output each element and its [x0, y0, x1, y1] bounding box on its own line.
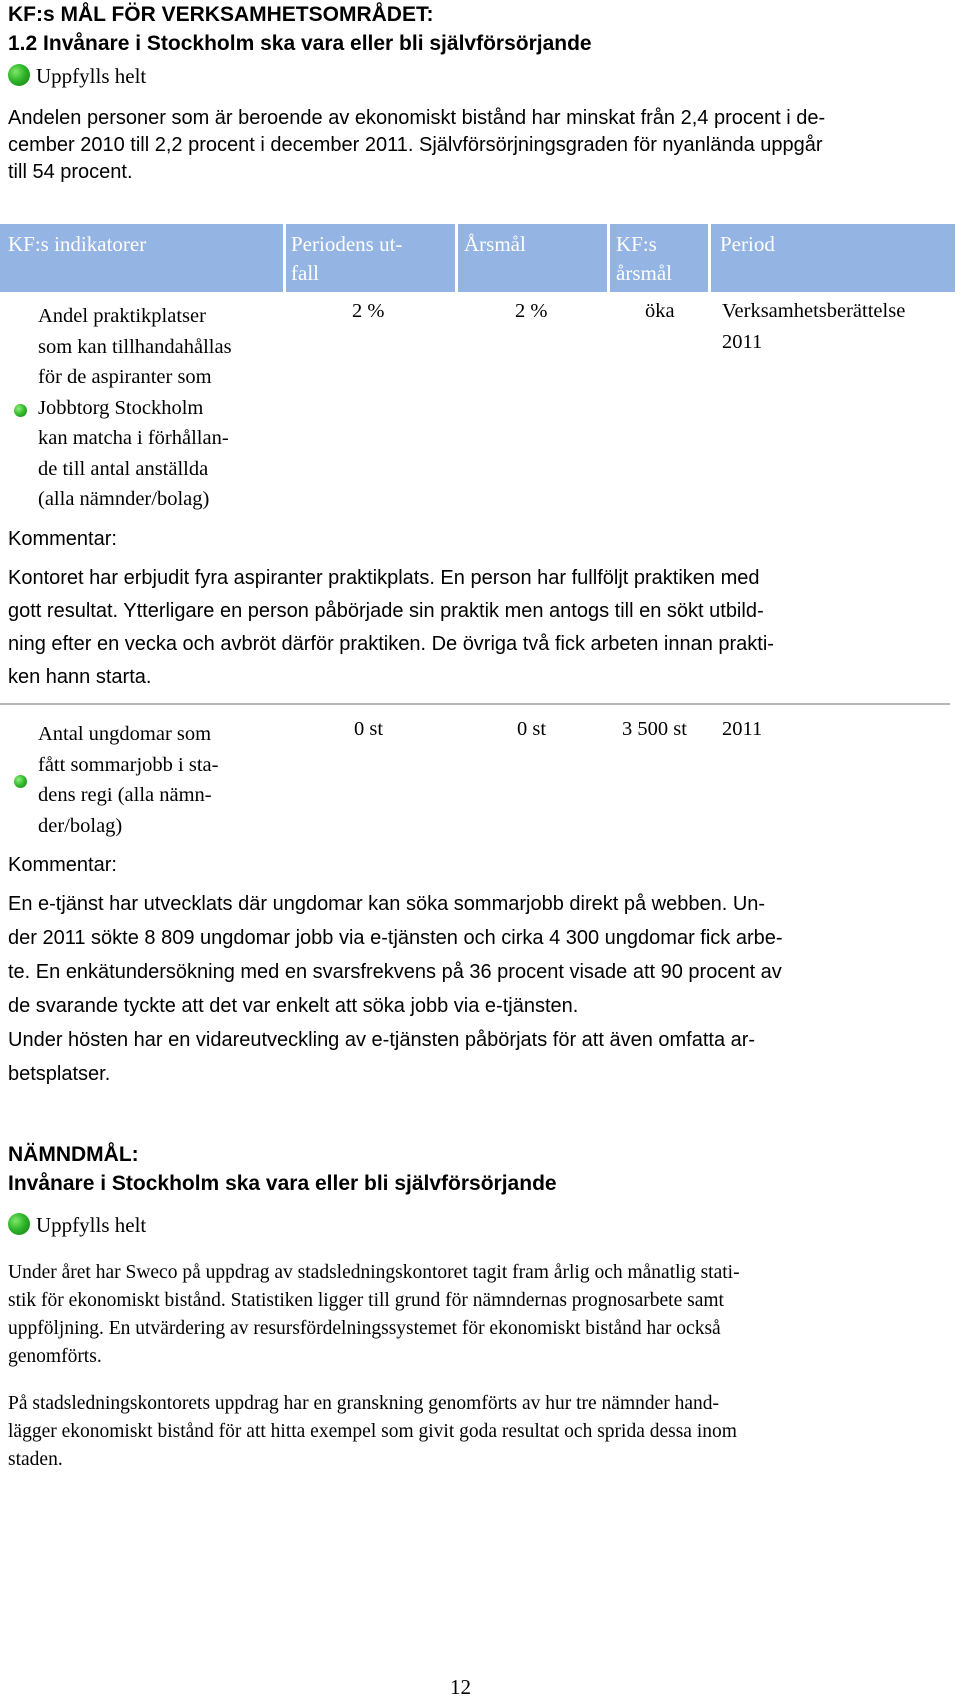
green-circle-icon: [8, 1213, 30, 1235]
kf-goal-text-line: till 54 procent.: [8, 161, 133, 183]
row2-outcome: 0 st: [354, 718, 384, 740]
board-goal-paragraph-2: [8, 1390, 953, 1474]
row1-comment: [8, 562, 953, 694]
board-goal-status-label: Uppfylls helt: [36, 1213, 147, 1237]
board-goal-paragraph-1: [8, 1259, 953, 1371]
row1-period: [722, 296, 905, 357]
header-divider: [708, 224, 711, 292]
row2-comment-line: En e-tjänst har utvecklats där ungdomar kan söka sommarjobb direkt på webben. Un-: [8, 893, 766, 915]
board-goal-heading: [8, 1140, 557, 1198]
row1-kf-target: öka: [645, 300, 675, 322]
header-divider: [283, 224, 286, 292]
row1-target: 2 %: [515, 300, 548, 322]
row1-indicator-line: (alla nämnder/bolag): [38, 488, 210, 510]
col-header-target: Årsmål: [464, 232, 526, 256]
board-goal-paragraph-line: staden.: [8, 1449, 63, 1470]
col-header-kf-target: [616, 230, 672, 288]
row1-period-line: 2011: [722, 330, 763, 353]
row2-kf-target: 3 500 st: [622, 718, 687, 740]
board-goal-paragraph-line: stik för ekonomiskt bistånd. Statistiken ligger till grund för nämndernas prognosarbete samt: [8, 1290, 724, 1311]
board-goal-paragraph-line: lägger ekonomiskt bistånd för att hitta exempel som givit goda resultat och sprida dessa inom: [8, 1421, 737, 1442]
row-divider: [0, 703, 950, 705]
kf-goal-text: [8, 105, 953, 186]
header-divider: [455, 224, 458, 292]
col-header-outcome-line2: fall: [291, 261, 319, 285]
kf-goal-text-line: Andelen personer som är beroende av ekonomiskt bistånd har minskat från 2,4 procent i de-: [8, 107, 826, 129]
kf-goal-heading: [8, 0, 592, 58]
kf-goal-heading-line2: 1.2 Invånare i Stockholm ska vara eller bli självförsörjande: [8, 32, 592, 55]
row1-comment-line: Kontoret har erbjudit fyra aspiranter praktikplats. En person har fullföljt praktiken med: [8, 567, 760, 589]
row1-comment-label: Kommentar:: [8, 528, 117, 550]
indicator-table-header: [0, 224, 955, 292]
col-header-outcome: [291, 230, 402, 288]
row2-indicator-line: dens regi (alla nämn-: [38, 784, 212, 806]
col-header-period: Period: [720, 232, 775, 256]
kf-goal-status-label: Uppfylls helt: [36, 64, 147, 88]
board-goal-paragraph-line: genomförts.: [8, 1346, 102, 1367]
row1-comment-line: gott resultat. Ytterligare en person påbörjade sin praktik men antogs till en sökt utbild-: [8, 600, 764, 622]
col-header-indicator: KF:s indikatorer: [8, 232, 147, 256]
row1-indicator-line: Andel praktikplatser: [38, 305, 206, 327]
row2-comment-line: te. En enkätundersökning med en svarsfrekvens på 36 procent visade att 90 procent av: [8, 961, 782, 983]
row1-indicator-line: de till antal anställda: [38, 457, 209, 480]
header-divider: [607, 224, 610, 292]
green-circle-icon: [14, 775, 27, 788]
row2-comment-line: de svarande tyckte att det var enkelt att söka jobb via e-tjänsten.: [8, 995, 579, 1017]
board-goal-heading-line1: NÄMNDMÅL:: [8, 1143, 139, 1166]
row2-indicator-line: fått sommarjobb i sta-: [38, 753, 219, 776]
row2-comment-line: betsplatser.: [8, 1063, 111, 1085]
green-circle-icon: [8, 64, 30, 86]
page-number: 12: [450, 1675, 471, 1699]
row2-comment-line: der 2011 sökte 8 809 ungdomar jobb via e-tjänsten och cirka 4 300 ungdomar fick arbe-: [8, 927, 783, 949]
board-goal-paragraph-line: Under året har Sweco på uppdrag av stadsledningskontoret tagit fram årlig och månatlig stati-: [8, 1262, 740, 1283]
col-header-kf-target-line1: KF:s: [616, 232, 657, 256]
row1-indicator-line: Jobbtorg Stockholm: [38, 396, 204, 419]
board-goal-paragraph-line: På stadsledningskontorets uppdrag har en granskning genomförts av hur tre nämnder hand-: [8, 1393, 720, 1414]
row1-period-line: Verksamhetsberättelse: [722, 300, 906, 322]
row2-target: 0 st: [517, 718, 547, 740]
green-circle-icon: [14, 404, 27, 417]
board-goal-paragraph-line: uppföljning. En utvärdering av resursfördelningssystemet för ekonomiskt bistånd har också: [8, 1318, 721, 1339]
col-header-kf-target-line2: årsmål: [616, 261, 672, 285]
kf-goal-text-line: cember 2010 till 2,2 procent i december 2011. Självförsörjningsgraden för nyanlända uppgår: [8, 134, 823, 156]
row2-indicator: [38, 719, 278, 841]
row1-comment-line: ning efter en vecka och avbröt därför praktiken. De övriga två fick arbeten innan prakti-: [8, 633, 774, 655]
row2-comment: [8, 887, 953, 1091]
row2-comment-label: Kommentar:: [8, 854, 117, 876]
board-goal-status: [8, 1209, 146, 1238]
kf-goal-heading-line1: KF:s MÅL FÖR VERKSAMHETSOMRÅDET:: [8, 3, 434, 26]
row2-indicator-line: der/bolag): [38, 814, 123, 837]
row1-indicator-line: som kan tillhandahållas: [38, 335, 232, 358]
row1-indicator: [38, 301, 278, 515]
row1-indicator-line: för de aspiranter som: [38, 366, 212, 388]
row1-comment-line: ken hann starta.: [8, 666, 152, 688]
row2-indicator-line: Antal ungdomar som: [38, 723, 212, 745]
row2-comment-line: Under hösten har en vidareutveckling av e-tjänsten påbörjats för att även omfatta ar-: [8, 1029, 756, 1051]
kf-goal-status: [8, 60, 146, 89]
row2-period: 2011: [722, 718, 763, 740]
row1-outcome: 2 %: [352, 300, 385, 322]
col-header-outcome-line1: Periodens ut-: [291, 232, 403, 256]
board-goal-heading-line2: Invånare i Stockholm ska vara eller bli självförsörjande: [8, 1172, 557, 1195]
row1-indicator-line: kan matcha i förhållan-: [38, 427, 229, 449]
